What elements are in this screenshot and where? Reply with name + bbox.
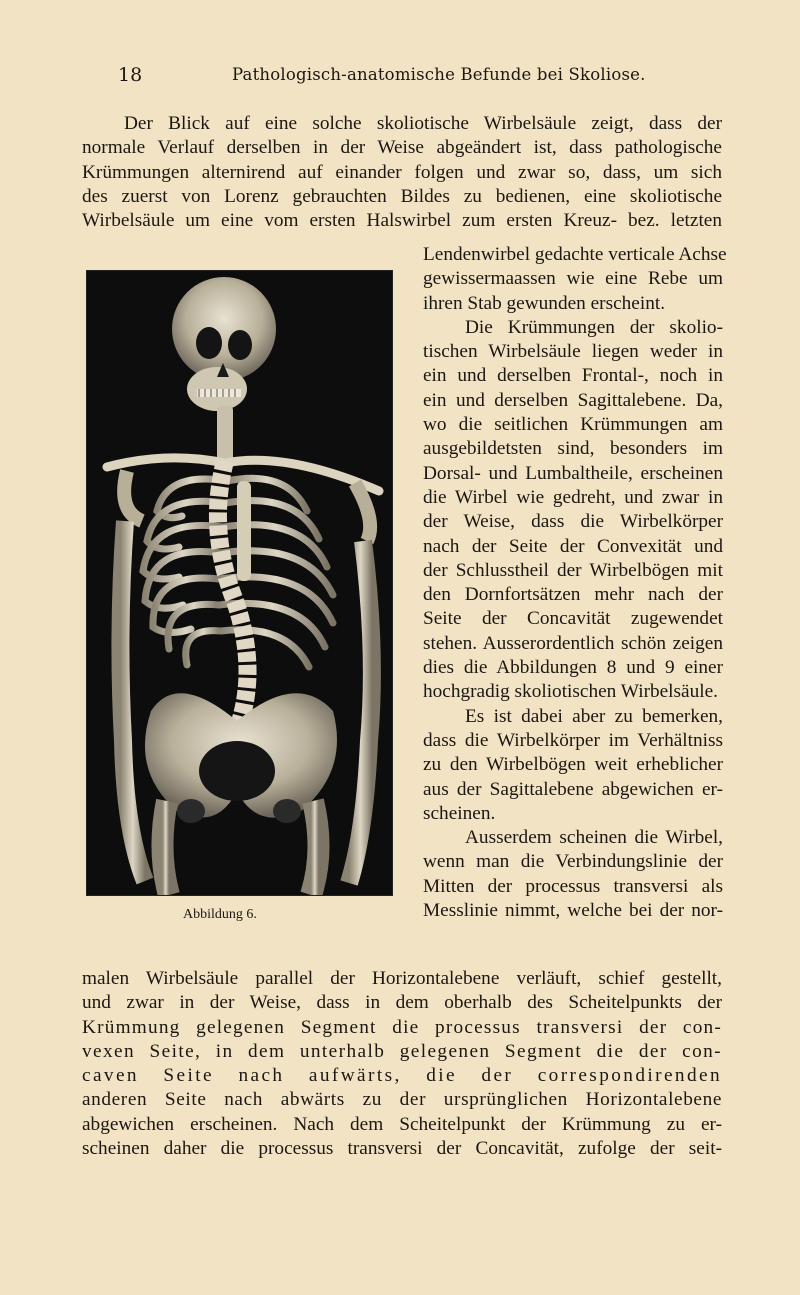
text-line: des zuerst von Lorenz gebrauchten Bildes zu bedienen, eine skoliotische: [82, 185, 722, 207]
text-line: Ausserdem scheinen die Wirbel,: [465, 827, 723, 849]
text-line: gewissermaassen wie eine Rebe um: [423, 268, 723, 290]
text-line: abgewichen erscheinen. Nach dem Scheitelpunkt der Krümmung zu er-: [82, 1113, 722, 1135]
skeleton-photograph: [87, 271, 392, 895]
figure-caption: Abbildung 6.: [183, 907, 257, 922]
text-line: Die Krümmungen der skolio-: [465, 316, 723, 338]
text-line: Krümmungen alternirend auf einander folgen und zwar so, dass, um sich: [82, 161, 722, 183]
text-line: hochgradig skoliotischen Wirbelsäule.: [423, 681, 718, 703]
text-line: Krümmung gelegenen Segment die processus transversi der con-: [82, 1016, 722, 1038]
text-line: aus der Sagittalebene abgewichen er-: [423, 778, 723, 800]
text-line: Messlinie nimmt, welche bei der nor-: [423, 900, 723, 922]
text-line: und zwar in der Weise, dass in dem oberhalb des Scheitelpunkts der: [82, 992, 722, 1014]
text-line: ein und derselben Frontal-, noch in: [423, 365, 723, 387]
paragraph-bottom: [82, 967, 722, 1161]
text-line: Seite der Concavität zugewendet: [423, 608, 723, 630]
page-number: 18: [118, 64, 143, 86]
text-line: scheinen.: [423, 802, 496, 824]
text-line: wenn man die Verbindungslinie der: [423, 851, 723, 873]
running-title: Pathologisch-anatomische Befunde bei Skoliose.: [232, 65, 646, 84]
text-line: Dorsal- und Lumbaltheile, erscheinen: [423, 462, 723, 484]
text-line: nach der Seite der Convexität und: [423, 535, 723, 557]
text-line: der Schlusstheil der Wirbelbögen mit: [423, 559, 723, 581]
text-line: den Dornfortsätzen mehr nach der: [423, 584, 723, 606]
text-line: ein und derselben Sagittalebene. Da,: [423, 389, 723, 411]
text-line: dies die Abbildungen 8 und 9 einer: [423, 657, 723, 679]
text-line: Wirbelsäule um eine vom ersten Halswirbel zum ersten Kreuz- bez. letzten: [82, 210, 722, 232]
text-line: malen Wirbelsäule parallel der Horizontalebene verläuft, schief gestellt,: [82, 968, 722, 989]
text-line: tischen Wirbelsäule liegen weder in: [423, 341, 723, 363]
paragraph-side: [423, 243, 727, 923]
text-line: dass die Wirbelkörper im Verhältniss: [423, 729, 723, 751]
text-line: Es ist dabei aber zu bemerken,: [465, 705, 723, 727]
text-line: normale Verlauf derselben in der Weise abgeändert ist, dass pathologische: [82, 137, 722, 159]
text-line: anderen Seite nach abwärts zu der ursprünglichen Horizontalebene: [82, 1089, 722, 1111]
text-line: Der Blick auf eine solche skoliotische Wirbelsäule zeigt, dass der: [124, 113, 722, 134]
text-line: der Weise, dass die Wirbelkörper: [423, 511, 723, 533]
text-line: scheinen daher die processus transversi der Concavität, zufolge der seit-: [82, 1138, 722, 1160]
text-line: die Wirbel wie gedreht, und zwar in: [423, 486, 723, 508]
text-line: ihren Stab gewunden erscheint.: [423, 292, 666, 314]
text-line: Mitten der processus transversi als: [423, 875, 723, 897]
text-line: Lendenwirbel gedachte verticale Achse: [423, 244, 727, 265]
text-line: wo die seitlichen Krümmungen am: [423, 414, 723, 436]
text-line: vexen Seite, in dem unterhalb gelegenen Segment die der con-: [82, 1040, 722, 1062]
text-line: stehen. Ausserordentlich schön zeigen: [423, 632, 723, 654]
text-line: caven Seite nach aufwärts, die der correspondirenden: [82, 1065, 722, 1087]
text-line: ausgebildetsten sind, besonders im: [423, 438, 723, 460]
running-head: [0, 62, 800, 92]
text-line: zu den Wirbelbögen weit erheblicher: [423, 754, 723, 776]
paragraph-top: [82, 112, 722, 233]
skeleton-figure: [86, 270, 393, 896]
